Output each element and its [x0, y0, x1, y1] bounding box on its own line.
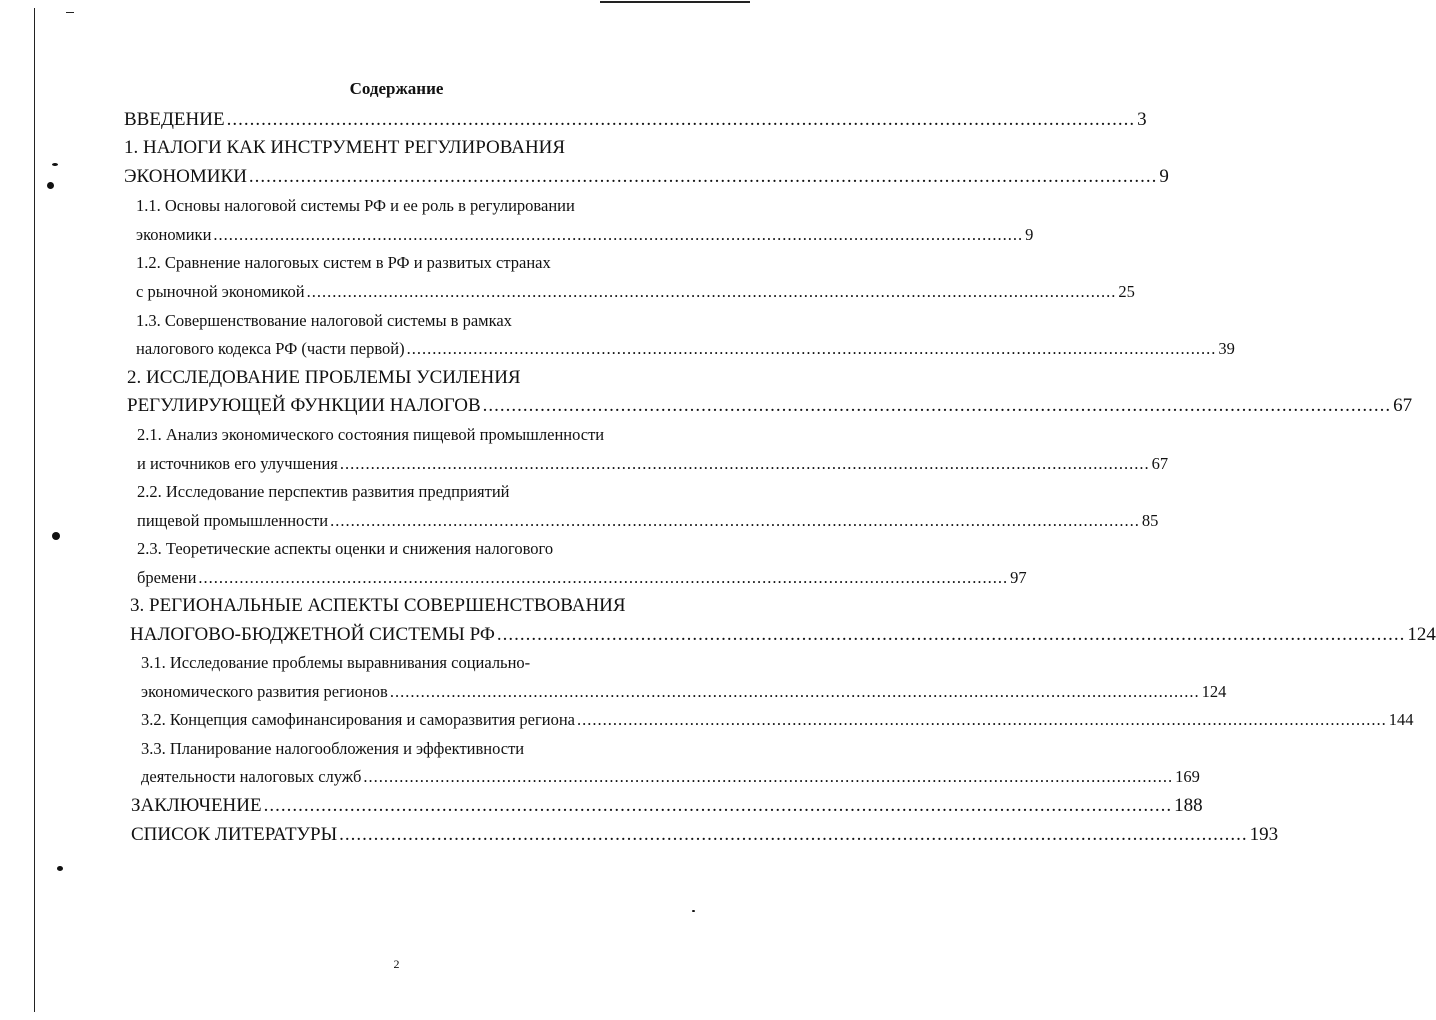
scan-mark-top — [66, 12, 74, 13]
toc-leader: .............................................................................................................................................................. — [226, 109, 1136, 130]
scan-speck — [57, 866, 63, 871]
toc-entry-text: 2.1. Анализ экономического состояния пищевой промышленности — [137, 425, 605, 444]
toc-entry-2-1 — [137, 422, 689, 448]
scan-speck — [52, 163, 58, 166]
scan-border-top — [600, 1, 750, 3]
toc-entry-chapter3 — [130, 593, 690, 619]
toc-entry-text: экономического развития регионов — [141, 682, 388, 701]
toc-entry-text: НАЛОГОВО-БЮДЖЕТНОЙ СИСТЕМЫ РФ — [130, 624, 495, 645]
toc-entry-3-1-cont — [141, 679, 1227, 705]
page-number: 2 — [393, 957, 400, 971]
toc-leader: .............................................................................................................................................................. — [330, 511, 1140, 530]
toc-entry-page: 25 — [1118, 282, 1135, 301]
toc-entry-3-1 — [141, 650, 690, 676]
toc-entry-text: 3.3. Планирование налогообложения и эффективности — [141, 739, 525, 758]
toc-leader: .............................................................................................................................................................. — [577, 710, 1387, 729]
toc-entry-page: 169 — [1175, 767, 1200, 786]
toc-entry-page: 67 — [1151, 454, 1169, 473]
toc-entry-3-3-cont — [141, 764, 1200, 790]
toc-entry-1-2-cont — [136, 279, 1135, 305]
toc-leader: .............................................................................................................................................................. — [339, 824, 1248, 845]
toc-entry-page: 3 — [1137, 109, 1147, 130]
toc-entry-text: 2.2. Исследование перспектив развития предприятий — [137, 482, 510, 501]
toc-entry-text: 1. НАЛОГИ КАК ИНСТРУМЕНТ РЕГУЛИРОВАНИЯ — [124, 137, 566, 158]
scan-speck — [47, 182, 54, 189]
toc-entry-text: 1.1. Основы налоговой системы РФ и ее роль в регулировании — [136, 196, 575, 215]
toc-entry-text: пищевой промышленности — [137, 511, 329, 530]
toc-entry-intro — [124, 107, 1147, 133]
toc-entry-chapter2-cont — [127, 393, 1413, 419]
toc-entry-text: 2. ИССЛЕДОВАНИЕ ПРОБЛЕМЫ УСИЛЕНИЯ — [127, 367, 521, 388]
toc-entry-2-3 — [137, 536, 689, 562]
toc-entry-page: 124 — [1201, 682, 1227, 701]
toc-entry-text: 3.2. Концепция самофинансирования и саморазвития региона — [141, 710, 576, 729]
toc-entry-page: 97 — [1010, 568, 1027, 587]
toc-entry-page: 39 — [1218, 339, 1235, 358]
toc-entry-text: РЕГУЛИРУЮЩЕЙ ФУНКЦИИ НАЛОГОВ — [127, 395, 481, 416]
toc-leader: .............................................................................................................................................................. — [198, 568, 1009, 587]
toc-entry-text: 3.1. Исследование проблемы выравнивания социально- — [141, 653, 531, 672]
toc-entry-1-3 — [136, 308, 686, 334]
toc-entry-text: бремени — [137, 568, 197, 587]
toc-entry-1-1 — [136, 193, 686, 219]
toc-leader: .............................................................................................................................................................. — [263, 795, 1173, 816]
toc-leader: .............................................................................................................................................................. — [248, 166, 1158, 187]
toc-leader: .............................................................................................................................................................. — [389, 682, 1200, 701]
toc-entry-text: 1.2. Сравнение налоговых систем в РФ и развитых странах — [136, 253, 551, 272]
toc-entry-text: ВВЕДЕНИЕ — [124, 109, 225, 130]
toc-leader: .............................................................................................................................................................. — [482, 395, 1392, 416]
toc-leader: .............................................................................................................................................................. — [339, 454, 1150, 473]
toc-entry-text: ЭКОНОМИКИ — [124, 166, 247, 187]
toc-entry-3-2 — [141, 707, 1414, 733]
toc-entry-page: 67 — [1393, 395, 1413, 416]
toc-leader: .............................................................................................................................................................. — [496, 624, 1406, 645]
toc-entry-page: 124 — [1407, 624, 1436, 645]
toc-entry-2-1-cont — [137, 451, 1169, 477]
toc-entry-page: 193 — [1249, 824, 1279, 845]
toc-entry-text: 3. РЕГИОНАЛЬНЫЕ АСПЕКТЫ СОВЕРШЕНСТВОВАНИЯ — [130, 595, 626, 616]
toc-entry-3-3 — [141, 736, 690, 762]
toc-entry-text: деятельности налоговых служб — [141, 767, 362, 786]
toc-entry-page: 188 — [1174, 795, 1203, 816]
toc-entry-page: 9 — [1159, 166, 1169, 187]
toc-entry-conclusion — [131, 793, 1203, 819]
toc-entry-2-3-cont — [137, 565, 1027, 591]
scan-speck — [692, 910, 695, 912]
toc-entry-2-2 — [137, 479, 689, 505]
toc-entry-text: СПИСОК ЛИТЕРАТУРЫ — [131, 824, 338, 845]
toc-entry-references — [131, 822, 1279, 848]
scan-border-left — [34, 8, 35, 1012]
toc-entry-text: 1.3. Совершенствование налоговой системы в рамках — [136, 311, 512, 330]
toc-entry-text: с рыночной экономикой — [136, 282, 305, 301]
toc-entry-chapter2 — [127, 365, 689, 391]
toc-entry-1-1-cont — [136, 222, 1034, 248]
toc-leader: .............................................................................................................................................................. — [363, 767, 1174, 786]
toc-leader: .............................................................................................................................................................. — [406, 339, 1217, 358]
toc-entry-chapter3-cont — [130, 622, 1436, 648]
toc-entry-chapter1-cont — [124, 164, 1169, 190]
toc-entry-text: и источников его улучшения — [137, 454, 338, 473]
toc-leader: .............................................................................................................................................................. — [306, 282, 1117, 301]
toc-entry-chapter1 — [124, 135, 684, 161]
toc-entry-1-2 — [136, 250, 686, 276]
toc-title: Содержание — [349, 79, 444, 98]
toc-entry-page: 85 — [1141, 511, 1159, 530]
toc-entry-text: ЗАКЛЮЧЕНИЕ — [131, 795, 262, 816]
toc-entry-text: 2.3. Теоретические аспекты оценки и снижения налогового — [137, 539, 554, 558]
toc-entry-text: экономики — [136, 225, 212, 244]
toc-entry-1-3-cont — [136, 336, 1235, 362]
scan-speck — [52, 532, 60, 540]
toc-entry-2-2-cont — [137, 508, 1159, 534]
toc-entry-text: налогового кодекса РФ (части первой) — [136, 339, 405, 358]
toc-entry-page: 144 — [1388, 710, 1414, 729]
toc-leader: .............................................................................................................................................................. — [213, 225, 1024, 244]
toc-entry-page: 9 — [1025, 225, 1034, 244]
